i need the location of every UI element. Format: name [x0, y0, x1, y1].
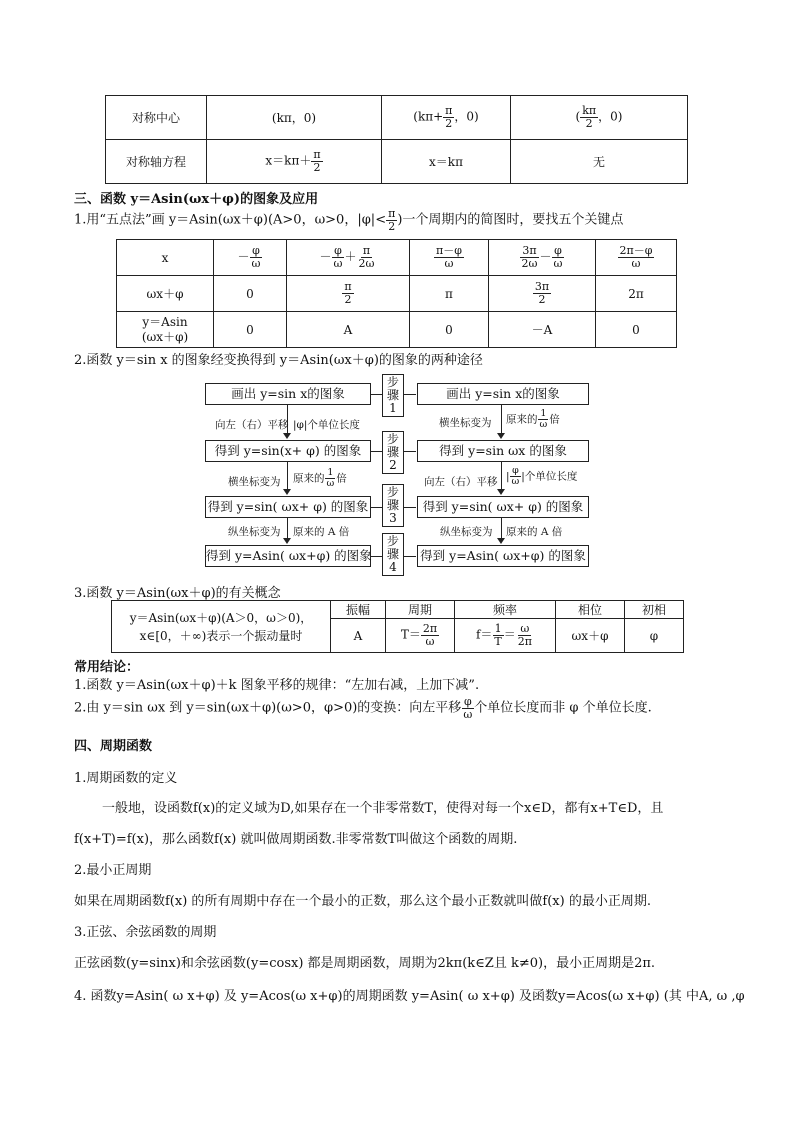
left-arrow-1-label-b: |φ|个单位长度 — [293, 419, 360, 431]
phase-5: 2π — [596, 276, 677, 312]
period-value: T＝ $\frac{2\pi}{\omega}$ — [386, 619, 455, 653]
sin-symmetry-center: (kπ，0) — [207, 96, 382, 140]
right-arrow-1-label-b: 原来的 $\frac{1}{\omega}$ 倍 — [506, 408, 560, 430]
symmetry-center-label: 对称中心 — [106, 96, 207, 140]
x-point-5: $\frac{2\pi-\varphi}{\omega}$ — [596, 240, 677, 276]
cos-symmetry-axis: x＝kπ — [382, 140, 511, 184]
x-point-4: $\frac{3\pi}{2\omega}$ － $\frac{\varphi}{\omega}$ — [489, 240, 596, 276]
left-arrow-2-label-a: 横坐标变为 — [228, 476, 281, 488]
min-period-body: 如果在周期函数f(x) 的所有周期中存在一个最小的正数，那么这个最小正数就叫做f(x) 的最小正周期. — [74, 894, 651, 909]
right-box-1: 画出 y=sin x的图象 — [417, 383, 589, 405]
concepts-condition: y＝Asin(ωx＋φ)(A＞0，ω＞0)， x∈[0，＋∞)表示一个振动量时 — [112, 601, 331, 653]
phase-3: π — [410, 276, 489, 312]
phase-value: ωx＋φ — [556, 619, 625, 653]
right-box-4: 得到 y=Asin( ωx+φ) 的图象 — [417, 545, 589, 567]
left-box-2: 得到 y=sin(x+ φ) 的图象 — [205, 440, 371, 462]
right-arrow-2-label-b: | $\frac{\varphi}{\omega}$ |个单位长度 — [506, 465, 578, 487]
sin-cos-period-body: 正弦函数(y=sinx)和余弦函数(y=cosx) 都是周期函数，周期为2kπ(k∈Z且 k≠0)，最小正周期是2π. — [74, 956, 656, 971]
symmetry-table — [105, 95, 688, 184]
left-arrow-2-label-b: 原来的 $\frac{1}{\omega}$ 倍 — [293, 467, 347, 489]
phase-1: 0 — [214, 276, 287, 312]
frequency-header: 频率 — [455, 601, 556, 619]
y-value-5: 0 — [596, 312, 677, 348]
sin-cos-period-heading: 3.正弦、余弦函数的周期 — [74, 925, 217, 940]
row-phase-label: ωx＋φ — [117, 276, 214, 312]
amplitude-value: A — [331, 619, 386, 653]
frequency-value: f＝ $\frac{1}{T}$ ＝ $\frac{\omega}{2\pi}$ — [455, 619, 556, 653]
conclusion-1: 1.函数 y＝Asin(ωx＋φ)＋k 图象平移的规律：“左加右减，上加下减”. — [74, 678, 480, 693]
section4-title: 四、周期函数 — [74, 739, 153, 754]
right-arrow-1-label-a: 横坐标变为 — [439, 417, 492, 429]
phase-header: 相位 — [556, 601, 625, 619]
right-box-2: 得到 y=sin ωx 的图象 — [417, 440, 589, 462]
x-point-1: － $\frac{\varphi}{\omega}$ — [214, 240, 287, 276]
conclusions-title: 常用结论： — [74, 660, 140, 675]
general-period-line: 4. 函数y=Asin( ω x+φ) 及 y=Acos(ω x+φ)的周期函数 y=Asin( ω x+φ) 及函数y=Acos(ω x+φ) (其 中A, ω ,φ — [74, 989, 745, 1004]
y-value-2: A — [287, 312, 410, 348]
step-2-label: 步骤2 — [382, 431, 404, 474]
sin-symmetry-axis: x＝kπ＋ $\frac{\pi}{2}$ — [207, 140, 382, 184]
initial-phase-value: φ — [625, 619, 684, 653]
tan-symmetry-axis: 无 — [511, 140, 688, 184]
step-1-label: 步骤1 — [382, 374, 404, 417]
five-point-table — [116, 239, 677, 348]
x-point-2: － $\frac{\varphi}{\omega}$ ＋ $\frac{\pi}{2\omega}$ — [287, 240, 410, 276]
x-point-3: $\frac{\pi-\varphi}{\omega}$ — [410, 240, 489, 276]
period-header: 周期 — [386, 601, 455, 619]
right-arrow-3-label-b: 原来的 A 倍 — [506, 526, 563, 538]
phase-4: $\frac{3\pi}{2}$ — [489, 276, 596, 312]
concepts-intro: 3.函数 y＝Asin(ωx＋φ)的有关概念 — [74, 586, 281, 601]
row-y-label: y＝Asin (ωx＋φ) — [117, 312, 214, 348]
five-point-intro: 1.用“五点法”画 y＝Asin(ωx＋φ)(A>0，ω>0，|φ|< $\frac{\pi}{2}$ )一个周期内的简图时，要找五个关键点 — [74, 207, 624, 233]
step-4-label: 步骤4 — [382, 533, 404, 576]
symmetry-axis-label: 对称轴方程 — [106, 140, 207, 184]
left-arrow-3-label-b: 原来的 A 倍 — [293, 526, 350, 538]
section3-title: 三、函数 y＝Asin(ωx＋φ)的图象及应用 — [74, 192, 319, 207]
y-value-3: 0 — [410, 312, 489, 348]
row-x-label: x — [117, 240, 214, 276]
right-box-3: 得到 y=sin( ωx+ φ) 的图象 — [417, 496, 589, 518]
left-arrow-3-label-a: 纵坐标变为 — [228, 526, 281, 538]
step-3-label: 步骤3 — [382, 484, 404, 527]
cos-symmetry-center: (kπ+ $\frac{\pi}{2}$ ，0) — [382, 96, 511, 140]
y-value-1: 0 — [214, 312, 287, 348]
periodic-def-heading: 1.周期函数的定义 — [74, 771, 178, 786]
left-box-3: 得到 y=sin( ωx+ φ) 的图象 — [205, 496, 371, 518]
right-arrow-3-label-a: 纵坐标变为 — [440, 526, 493, 538]
amplitude-header: 振幅 — [331, 601, 386, 619]
min-period-heading: 2.最小正周期 — [74, 863, 152, 878]
concepts-table — [111, 600, 684, 653]
right-arrow-2-label-a: 向左（右）平移 — [424, 476, 498, 488]
left-box-1: 画出 y=sin x的图象 — [205, 383, 371, 405]
tan-symmetry-center: ( $\frac{k\pi}{2}$ ，0) — [511, 96, 688, 140]
two-paths-intro: 2.函数 y＝sin x 的图象经变换得到 y＝Asin(ωx＋φ)的图象的两种途径 — [74, 353, 483, 368]
phase-2: $\frac{\pi}{2}$ — [287, 276, 410, 312]
left-box-4: 得到 y=Asin( ωx+φ) 的图象 — [205, 545, 371, 567]
periodic-def-body-2: f(x+T)=f(x)，那么函数f(x) 就叫做周期函数.非零常数T叫做这个函数的周期. — [74, 832, 518, 847]
periodic-def-body-1: 一般地，设函数f(x)的定义域为D,如果存在一个非零常数T，使得对每一个x∈D，都有x+T∈D，且 — [102, 801, 664, 816]
conclusion-2: 2.由 y＝sin ωx 到 y＝sin(ωx＋φ)(ω>0，φ>0)的变换：向左平移 $\frac{\varphi}{\omega}$ 个单位长度而非 φ 个单位长度. — [74, 695, 652, 721]
initial-phase-header: 初相 — [625, 601, 684, 619]
left-arrow-1-label-a: 向左（右）平移 — [215, 419, 289, 431]
y-value-4: －A — [489, 312, 596, 348]
